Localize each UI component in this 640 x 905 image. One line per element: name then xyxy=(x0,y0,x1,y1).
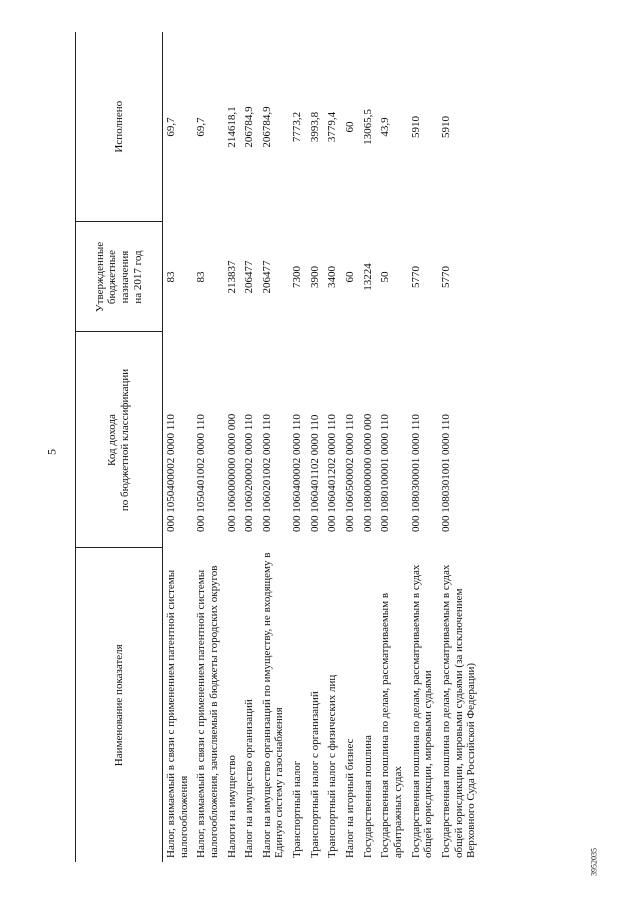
table-row xyxy=(377,32,407,862)
cell-executed: 69,7 xyxy=(165,117,177,137)
cell-approved: 83 xyxy=(165,271,177,283)
cell-name: Государственная пошлина по делам, рассматриваемым в судах общей юрисдикции, мировыми судьями (за исключением Верховного Суда Российской Федерации) xyxy=(439,564,478,858)
table-row xyxy=(324,32,342,862)
cell-name: Налог на игорный бизнес xyxy=(344,738,357,858)
cell-executed: 3779,4 xyxy=(326,111,339,143)
page-number: 5 xyxy=(44,449,59,455)
cell-code: 000 1080300001 0000 110 xyxy=(409,414,422,532)
cell-code: 000 1050401002 0000 110 xyxy=(195,414,208,532)
cell-executed: 13065,5 xyxy=(361,109,374,145)
cell-name: Государственная пошлина xyxy=(361,735,374,858)
cell-name: Налоги на имущество xyxy=(225,755,238,858)
cell-executed: 214618,1 xyxy=(225,106,238,148)
cell-name: Транспортный налог с организаций xyxy=(308,691,321,858)
cell-executed: 3993,8 xyxy=(308,111,321,143)
table-row xyxy=(438,32,481,862)
cell-code: 000 1060400002 0000 110 xyxy=(291,414,304,532)
table-row xyxy=(193,32,223,862)
cell-code: 000 1080100001 0000 110 xyxy=(379,414,392,532)
header-executed: Исполнено xyxy=(76,32,163,222)
cell-executed: 69,7 xyxy=(195,117,208,137)
cell-code: 000 1060000000 0000 000 xyxy=(225,413,238,532)
cell-name: Налог на имущество организаций по имуществу, не входящему в Единую систему газоснабжения xyxy=(260,552,286,858)
cell-executed: 206784,9 xyxy=(260,106,273,148)
document-code: 3952035 xyxy=(589,848,599,876)
budget-table-container xyxy=(75,32,585,862)
cell-executed: 7773,2 xyxy=(291,111,304,143)
cell-code: 000 1060401102 0000 110 xyxy=(308,414,321,532)
cell-name: Транспортный налог с физических лиц xyxy=(326,674,339,858)
cell-executed: 206784,9 xyxy=(243,106,256,148)
table-row xyxy=(163,32,194,862)
cell-executed: 60 xyxy=(344,121,357,133)
cell-name: Налог на имущество организаций xyxy=(243,699,256,858)
cell-approved: 5770 xyxy=(409,266,422,288)
table-row xyxy=(307,32,325,862)
table-header-row xyxy=(76,32,163,862)
table-row xyxy=(224,32,242,862)
cell-approved: 3900 xyxy=(308,266,321,288)
cell-code: 000 1080301001 0000 110 xyxy=(439,414,452,532)
cell-approved: 206477 xyxy=(243,260,256,294)
cell-code: 000 1060401202 0000 110 xyxy=(326,414,339,532)
cell-code: 000 1060200002 0000 110 xyxy=(243,414,256,532)
cell-approved: 50 xyxy=(379,271,392,283)
header-code: Код дохода по бюджетной классификации xyxy=(76,332,163,548)
header-name: Наименование показателя xyxy=(76,548,163,862)
header-approved: Утвержденные бюджетные назначения на 2017 год xyxy=(76,222,163,332)
cell-code: 000 1080000000 0000 000 xyxy=(361,413,374,532)
budget-table xyxy=(75,32,481,862)
table-row xyxy=(289,32,307,862)
cell-executed: 43,9 xyxy=(379,117,392,137)
cell-approved: 3400 xyxy=(326,266,339,288)
cell-name: Транспортный налог xyxy=(291,760,304,858)
table-row xyxy=(259,32,289,862)
cell-approved: 60 xyxy=(344,271,357,283)
cell-name: Государственная пошлина по делам, рассматриваемым в судах общей юрисдикции, мировыми судьями xyxy=(409,564,435,858)
cell-executed: 5910 xyxy=(409,116,422,138)
cell-approved: 7300 xyxy=(291,266,304,288)
cell-approved: 13224 xyxy=(361,263,374,291)
cell-name: Налог, взимаемый в связи с применением патентной системы налогообложения xyxy=(165,569,190,858)
cell-name: Налог, взимаемый в связи с применением патентной системы налогообложения, зачисляемый в бюджеты городских округов xyxy=(195,565,220,858)
cell-executed: 5910 xyxy=(439,116,452,138)
table-row xyxy=(360,32,378,862)
cell-approved: 83 xyxy=(195,271,208,283)
cell-code: 000 1060500002 0000 110 xyxy=(344,414,357,532)
cell-approved: 213837 xyxy=(225,260,238,294)
cell-approved: 5770 xyxy=(439,266,452,288)
table-row xyxy=(408,32,438,862)
cell-code: 000 1050400002 0000 110 xyxy=(165,414,177,532)
cell-approved: 206477 xyxy=(260,260,273,294)
cell-name: Государственная пошлина по делам, рассматриваемым в арбитражных судах xyxy=(379,592,404,858)
table-row xyxy=(342,32,360,862)
table-row xyxy=(241,32,259,862)
cell-code: 000 1060201002 0000 110 xyxy=(260,414,273,532)
